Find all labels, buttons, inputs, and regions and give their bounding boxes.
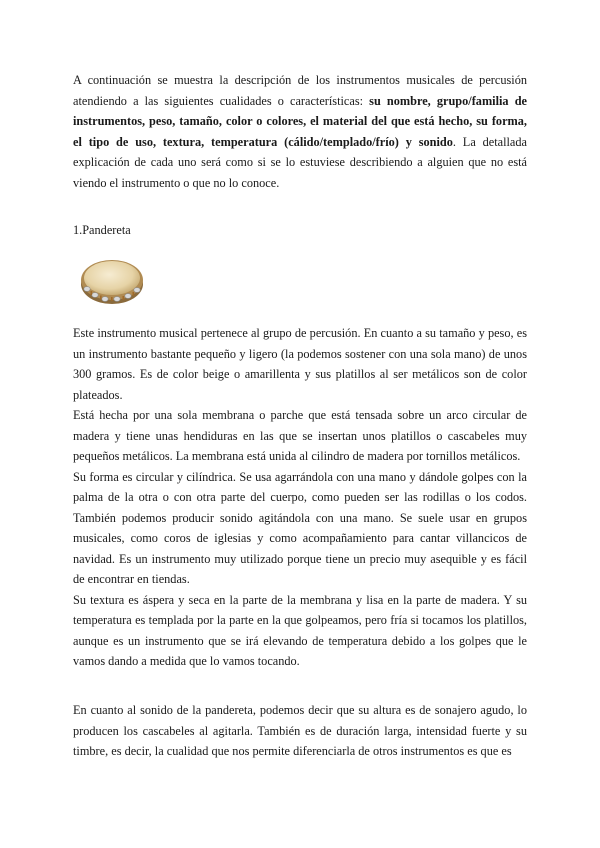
description-line-size: Este instrumento musical pertenece al grupo de percusión. En cuanto a su tamaño y peso, es un instrumento bastante pequeño y ligero (la podemos sostener con una sola mano) de unos 300 gramos. Es de color beige o amarillenta y sus platillos al ser metálicos son de color plateados.: [73, 326, 527, 402]
description-line-shape-use: Su forma es circular y cilíndrica. Se usa agarrándola con una mano y dándole golpes con la palma de la otra o con otra parte del cuerpo, como pueden ser las rodillas o los codos. También podemos producir sonido agitándola con una mano. Se suele usar en grupos musicales, como coros de iglesias y como acompañamiento para cantar villancicos de navidad. Es un instrumento muy utilizado porque tiene un precio muy asequible y es fácil de encontrar en tiendas.: [73, 469, 527, 586]
description-paragraph: [73, 323, 527, 672]
intro-text-start: A continuación se muestra la descripción de los instrumentos musicales de percusión atendiendo a las siguientes cualidades o características:: [73, 73, 527, 108]
intro-paragraph: [73, 70, 527, 193]
sound-paragraph: En cuanto al sonido de la pandereta, podemos decir que su altura es de sonajero agudo, lo producen los cascabeles al agitarla. También es de duración larga, intensidad fuerte y su timbre, es decir, la cualidad que nos permite diferenciarla de otros instrumentos es que es: [73, 703, 527, 758]
intro-text-end: . La detallada explicación de cada uno será como si se lo estuviese describiendo a alguien que no está viendo el instrumento o que no lo conoce.: [73, 134, 527, 190]
intro-bold-features: su nombre, grupo/familia de instrumentos, peso, tamaño, color o colores, el material del que está hecho, su forma, el tipo de uso, textura, temperatura (cálido/templado/frío) y sonido: [73, 93, 527, 149]
description-line-texture: Su textura es áspera y seca en la parte de la membrana y lisa en la parte de madera. Y su temperatura es templada por la parte en la que golpeamos, pero fría si tocamos los platillos, aunque es un instrumento que se irá elevando de temperatura debido a los golpes que le vamos dando a medida que lo vamos tocando.: [73, 592, 527, 668]
tambourine-icon: [78, 250, 146, 310]
description-line-material: Está hecha por una sola membrana o parche que está tensada sobre un arco circular de madera y tiene unas hendiduras en las que se insertan unos platillos o cascabeles muy pequeños metálicos. La membrana está unida al cilindro de madera por tornillos metálicos.: [73, 408, 527, 463]
tambourine-image: [78, 250, 146, 310]
section-heading: 1.Pandereta: [73, 223, 131, 237]
